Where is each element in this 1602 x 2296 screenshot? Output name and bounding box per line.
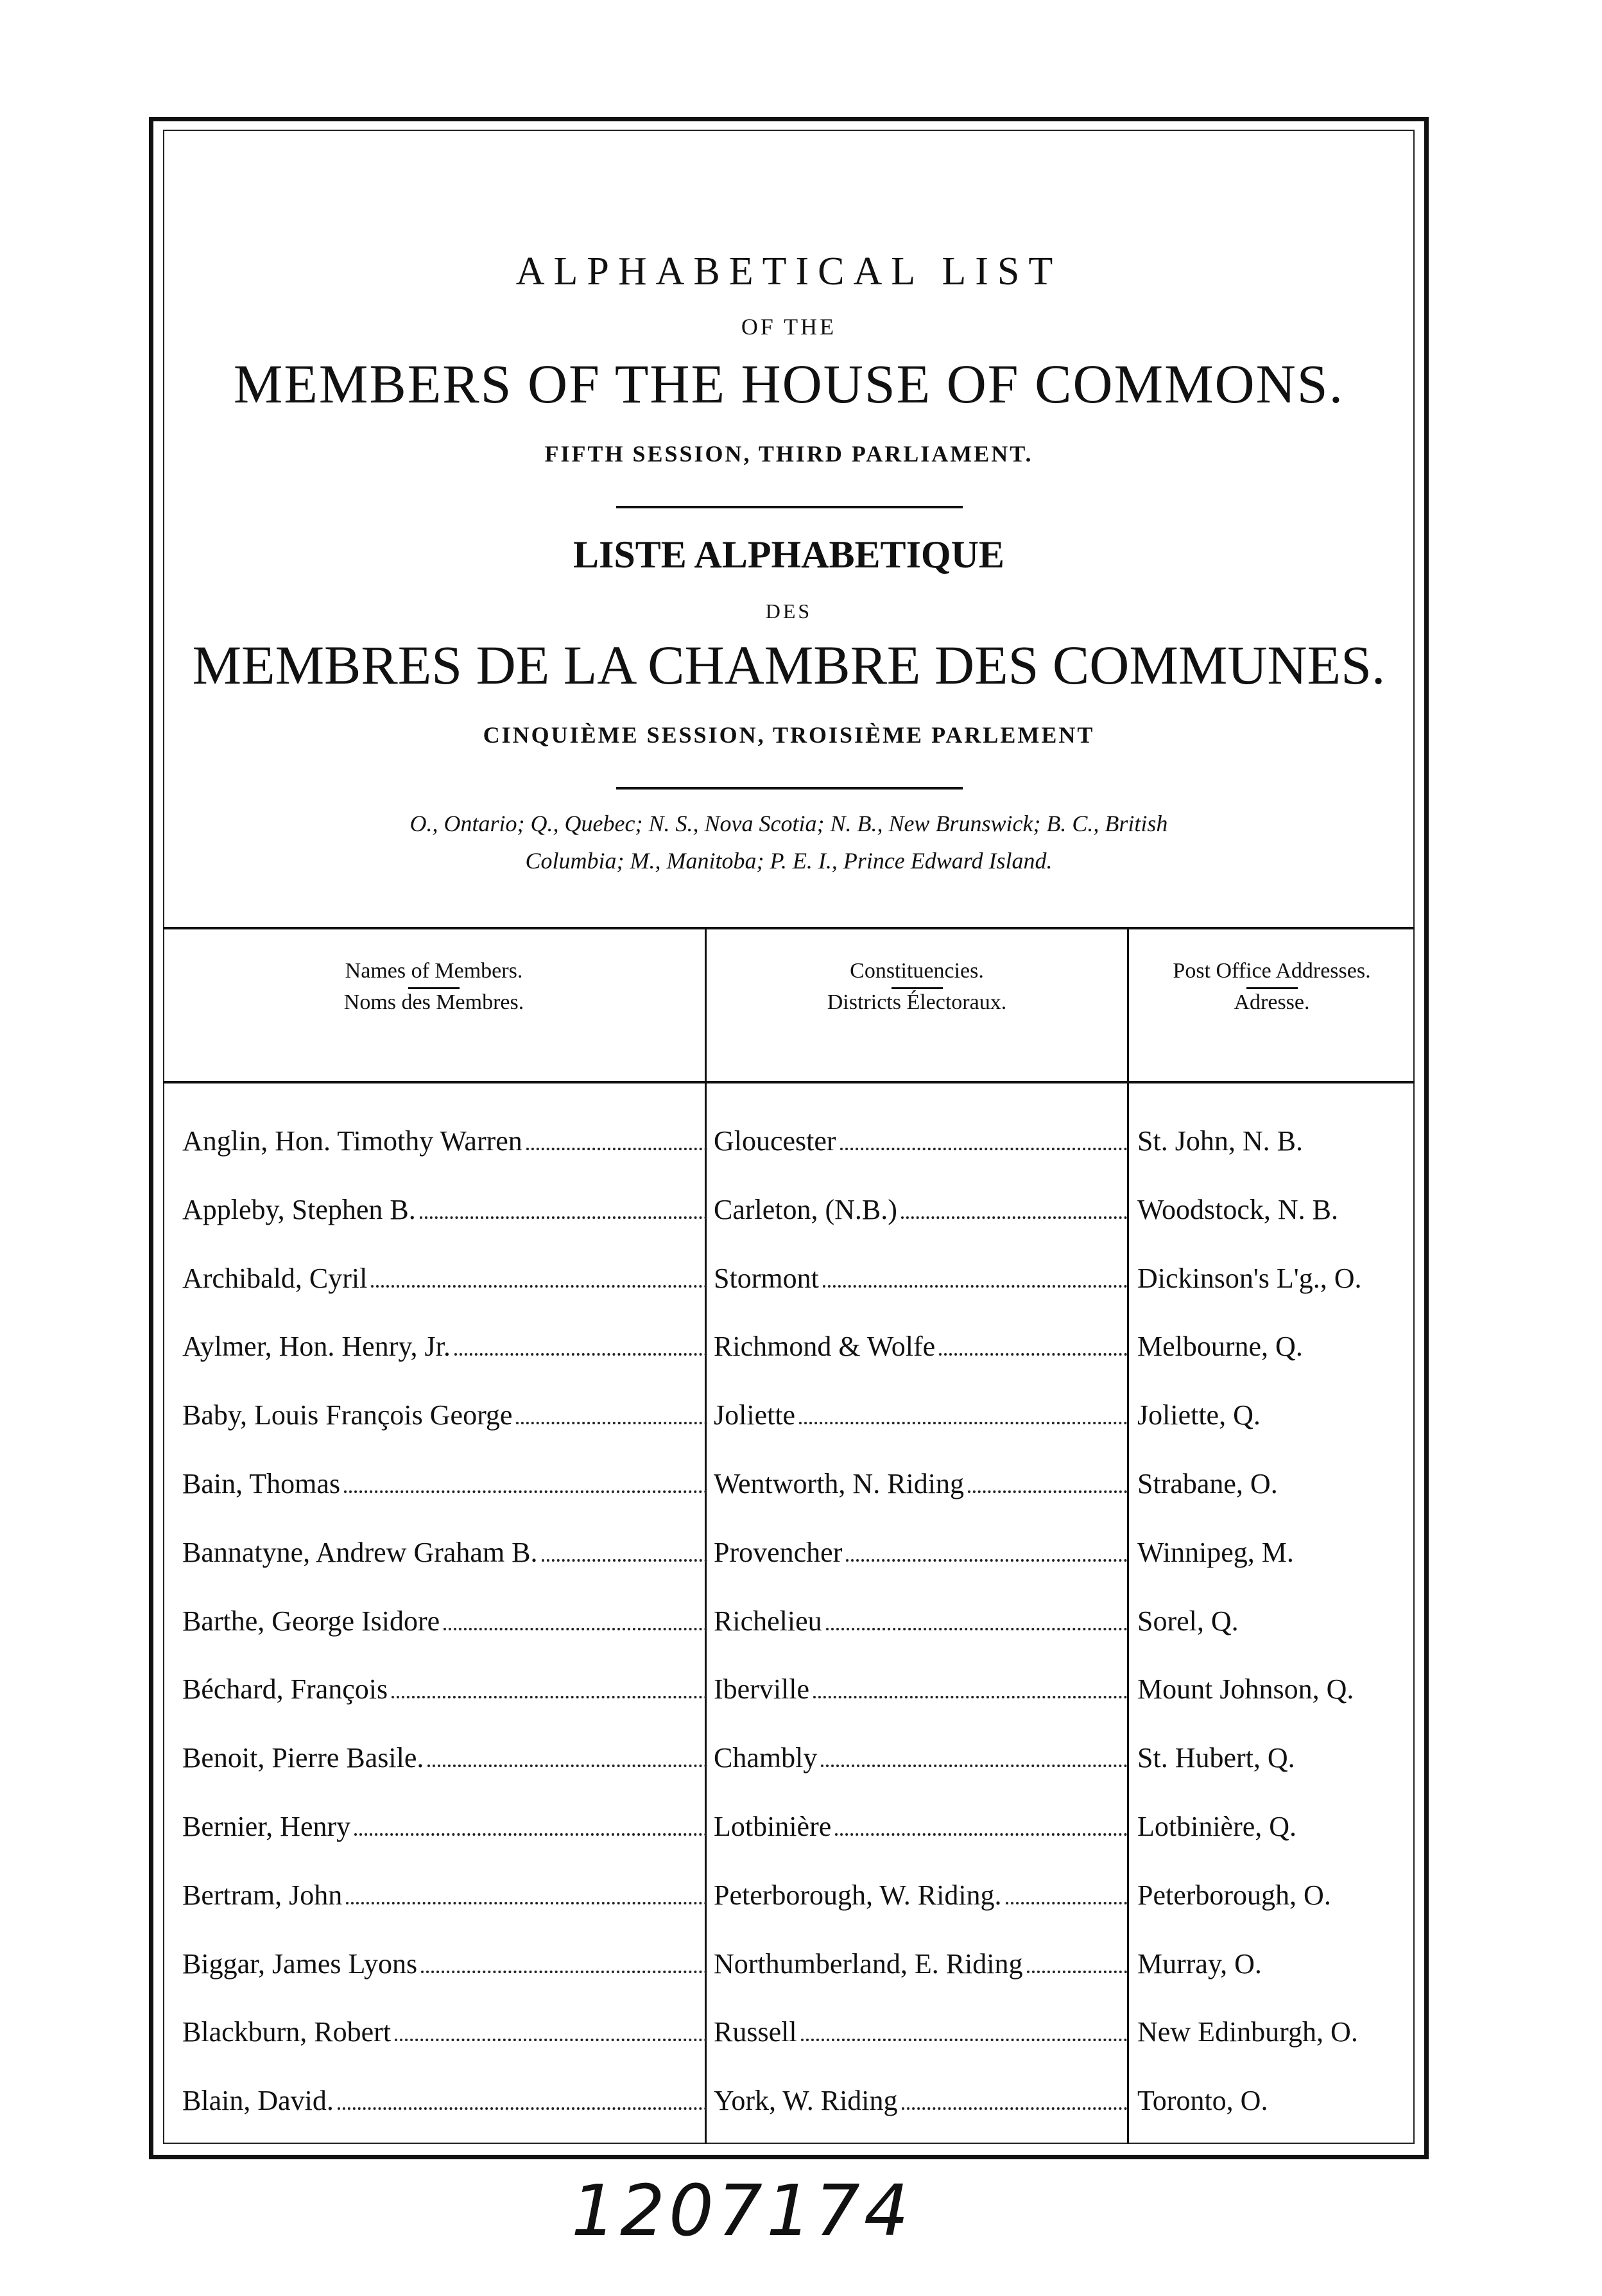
member-constituency-cell	[714, 2066, 1127, 2134]
member-constituency-cell	[714, 1655, 1127, 1723]
leader-dots	[346, 1902, 707, 1904]
member-constituency-cell	[714, 1107, 1127, 1175]
member-address: St. John, N. B.	[1137, 1125, 1303, 1157]
member-address-cell	[1137, 1244, 1413, 1312]
session-fr: CINQUIÈME SESSION, TROISIÈME PARLEMENT	[483, 722, 1095, 748]
leader-dots	[516, 1422, 707, 1424]
leader-dots	[454, 1353, 707, 1356]
leader-dots	[1027, 1971, 1128, 1973]
member-address-cell	[1137, 1587, 1413, 1655]
member-name: Bain, Thomas	[182, 1467, 341, 1499]
member-address-cell	[1137, 1792, 1413, 1860]
member-name: Baby, Louis François George	[182, 1399, 513, 1431]
title-fr-line3: MEMBRES DE LA CHAMBRE DES COMMUNES.	[192, 634, 1386, 696]
member-address-cell	[1137, 1449, 1413, 1517]
member-constituency: Chambly	[714, 1741, 818, 1774]
member-constituency: Russell	[714, 2015, 797, 2048]
member-constituency: Iberville	[714, 1673, 810, 1705]
leader-dots	[840, 1148, 1127, 1150]
member-name: Bannatyne, Andrew Graham B.	[182, 1536, 538, 1568]
member-address: Winnipeg, M.	[1137, 1536, 1294, 1568]
column-header-addresses-en: Post Office Addresses.	[1173, 959, 1371, 983]
leader-dots	[821, 1765, 1127, 1767]
member-constituency: Carleton, (N.B.)	[714, 1193, 897, 1225]
leader-dots	[939, 1353, 1127, 1356]
leader-dots	[371, 1285, 707, 1288]
member-address: St. Hubert, Q.	[1137, 1741, 1295, 1774]
member-constituency-cell	[714, 1312, 1127, 1380]
column-header-addresses-underline	[1246, 987, 1298, 989]
member-name-cell	[182, 1587, 707, 1655]
title-en-line3: MEMBERS OF THE HOUSE OF COMMONS.	[233, 353, 1345, 415]
member-address: Melbourne, Q.	[1137, 1330, 1303, 1362]
member-name: Aylmer, Hon. Henry, Jr.	[182, 1330, 451, 1362]
member-address-cell	[1137, 1381, 1413, 1449]
member-constituency: Richelieu	[714, 1605, 822, 1637]
member-name-cell	[182, 1312, 707, 1380]
member-constituency-cell	[714, 1381, 1127, 1449]
member-address: Joliette, Q.	[1137, 1399, 1261, 1431]
leader-dots	[968, 1490, 1127, 1493]
member-address: Dickinson's L'g., O.	[1137, 1262, 1362, 1294]
leader-dots	[1006, 1902, 1127, 1904]
member-name-cell	[182, 1792, 707, 1860]
member-address: Toronto, O.	[1137, 2084, 1268, 2116]
leader-dots	[823, 1285, 1127, 1288]
member-constituency: Gloucester	[714, 1125, 836, 1157]
member-name-cell	[182, 1929, 707, 1998]
member-name: Béchard, François	[182, 1673, 388, 1705]
table-row	[163, 1998, 1415, 2066]
leader-dots	[420, 1216, 707, 1219]
column-header-constituencies-underline	[891, 987, 943, 989]
table-row	[163, 1175, 1415, 1243]
leader-dots	[395, 2039, 707, 2041]
member-address-cell	[1137, 1861, 1413, 1929]
member-name: Benoit, Pierre Basile.	[182, 1741, 424, 1774]
member-address-cell	[1137, 1107, 1413, 1175]
member-constituency-cell	[714, 1244, 1127, 1312]
member-constituency-cell	[714, 1449, 1127, 1517]
member-name-cell	[182, 1244, 707, 1312]
column-header-names	[163, 959, 705, 1015]
column-header-addresses-fr: Adresse.	[1234, 990, 1310, 1014]
member-address: Murray, O.	[1137, 1947, 1262, 1980]
member-constituency-cell	[714, 1998, 1127, 2066]
table-row	[163, 1587, 1415, 1655]
member-constituency-cell	[714, 1792, 1127, 1860]
member-constituency: Lotbinière	[714, 1810, 832, 1842]
member-name-cell	[182, 2066, 707, 2134]
leader-dots	[799, 1422, 1127, 1424]
member-address-cell	[1137, 2066, 1413, 2134]
member-name-cell	[182, 1107, 707, 1175]
member-address-cell	[1137, 1518, 1413, 1586]
member-name: Blain, David.	[182, 2084, 334, 2116]
table-row	[163, 1655, 1415, 1723]
member-address-cell	[1137, 1929, 1413, 1998]
member-address: Sorel, Q.	[1137, 1605, 1239, 1637]
column-header-names-en: Names of Members.	[345, 959, 523, 983]
member-address: Strabane, O.	[1137, 1467, 1278, 1499]
leader-dots	[444, 1628, 707, 1630]
member-name: Biggar, James Lyons	[182, 1947, 418, 1980]
member-name-cell	[182, 1518, 707, 1586]
table-row	[163, 1723, 1415, 1791]
member-constituency: Stormont	[714, 1262, 819, 1294]
member-name: Blackburn, Robert	[182, 2015, 392, 2048]
member-constituency-cell	[714, 1587, 1127, 1655]
member-constituency: Wentworth, N. Riding	[714, 1467, 964, 1499]
table-row	[163, 1312, 1415, 1380]
member-name: Barthe, George Isidore	[182, 1605, 440, 1637]
member-name-cell	[182, 1998, 707, 2066]
handwritten-number: 1207174	[571, 2170, 913, 2252]
leader-dots	[902, 2107, 1127, 2110]
member-constituency-cell	[714, 1929, 1127, 1998]
member-name-cell	[182, 1175, 707, 1243]
member-address: Mount Johnson, Q.	[1137, 1673, 1354, 1705]
leader-dots	[846, 1559, 1127, 1562]
member-name: Anglin, Hon. Timothy Warren	[182, 1125, 522, 1157]
member-address: Lotbinière, Q.	[1137, 1810, 1297, 1842]
abbreviations-line1: O., Ontario; Q., Quebec; N. S., Nova Scotia; N. B., New Brunswick; B. C., British	[409, 811, 1168, 836]
member-name-cell	[182, 1861, 707, 1929]
table-row	[163, 2066, 1415, 2134]
member-constituency-cell	[714, 1518, 1127, 1586]
member-constituency-cell	[714, 1723, 1127, 1791]
table-top-rule	[163, 927, 1415, 929]
leader-dots	[542, 1559, 707, 1562]
member-name-cell	[182, 1381, 707, 1449]
table-row	[163, 1792, 1415, 1860]
table-row	[163, 1929, 1415, 1998]
member-name-cell	[182, 1449, 707, 1517]
member-name: Appleby, Stephen B.	[182, 1193, 416, 1225]
column-header-constituencies-en: Constituencies.	[850, 959, 984, 983]
leader-dots	[354, 1833, 707, 1836]
member-constituency-cell	[714, 1175, 1127, 1243]
member-address-cell	[1137, 1175, 1413, 1243]
column-header-constituencies	[707, 959, 1127, 1015]
member-address-cell	[1137, 1723, 1413, 1791]
session-en: FIFTH SESSION, THIRD PARLIAMENT.	[544, 441, 1033, 467]
leader-dots	[421, 1971, 707, 1973]
member-address-cell	[1137, 1312, 1413, 1380]
abbreviations-line2: Columbia; M., Manitoba; P. E. I., Prince Edward Island.	[525, 848, 1053, 874]
member-address-cell	[1137, 1655, 1413, 1723]
leader-dots	[826, 1628, 1127, 1630]
member-constituency: Northumberland, E. Riding	[714, 1947, 1023, 1980]
table-header-rule	[163, 1081, 1415, 1083]
leader-dots	[835, 1833, 1127, 1836]
title-en-line2: OF THE	[741, 314, 837, 340]
table-row	[163, 1861, 1415, 1929]
table-row	[163, 1518, 1415, 1586]
member-name-cell	[182, 1655, 707, 1723]
member-constituency: Peterborough, W. Riding.	[714, 1879, 1002, 1911]
divider-1	[616, 506, 963, 508]
leader-dots	[427, 1765, 707, 1767]
table-row	[163, 1244, 1415, 1312]
member-address: New Edinburgh, O.	[1137, 2015, 1358, 2048]
title-en-line1: ALPHABETICAL LIST	[515, 250, 1062, 293]
leader-dots	[344, 1490, 707, 1493]
column-header-names-fr: Noms des Membres.	[343, 990, 524, 1014]
table-row	[163, 1381, 1415, 1449]
leader-dots	[392, 1696, 707, 1698]
member-constituency: Provencher	[714, 1536, 843, 1568]
column-header-addresses	[1129, 959, 1415, 1015]
member-constituency-cell	[714, 1861, 1127, 1929]
member-constituency: Richmond & Wolfe	[714, 1330, 936, 1362]
member-name: Bernier, Henry	[182, 1810, 351, 1842]
member-address-cell	[1137, 1998, 1413, 2066]
divider-2	[616, 787, 963, 790]
table-row	[163, 1107, 1415, 1175]
column-header-constituencies-fr: Districts Électoraux.	[827, 990, 1007, 1014]
member-address: Woodstock, N. B.	[1137, 1193, 1339, 1225]
column-header-names-underline	[408, 987, 460, 989]
member-constituency: Joliette	[714, 1399, 796, 1431]
table-row	[163, 1449, 1415, 1517]
leader-dots	[813, 1696, 1127, 1698]
leader-dots	[526, 1148, 707, 1150]
member-address: Peterborough, O.	[1137, 1879, 1331, 1911]
member-name-cell	[182, 1723, 707, 1791]
leader-dots	[901, 1216, 1127, 1219]
title-fr-line1: LISTE ALPHABETIQUE	[573, 533, 1004, 576]
member-constituency: York, W. Riding	[714, 2084, 898, 2116]
member-name: Archibald, Cyril	[182, 1262, 368, 1294]
leader-dots	[801, 2039, 1127, 2041]
leader-dots	[338, 2107, 707, 2110]
member-name: Bertram, John	[182, 1879, 343, 1911]
title-fr-line2: DES	[765, 600, 813, 623]
